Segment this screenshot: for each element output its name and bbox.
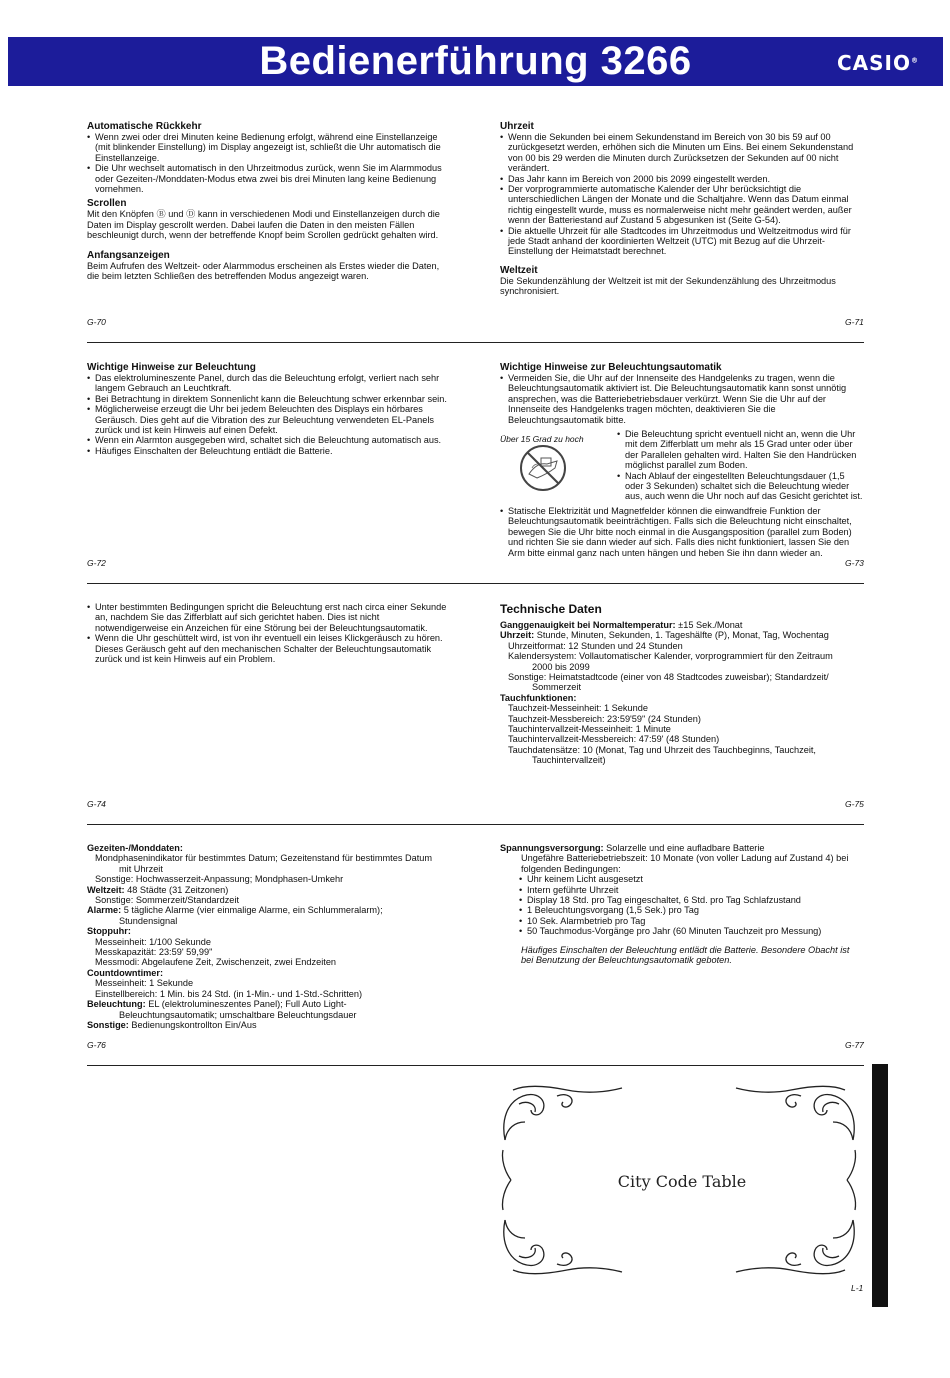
list-item: • 50 Tauchmodus-Vorgänge pro Jahr (60 Minuten Tauchzeit pro Messung) — [519, 926, 864, 936]
spec-line: Einstellbereich: 1 Min. bis 24 Std. (in 1-Min.- und 1-Std.-Schritten) — [95, 988, 363, 999]
spec-line: Sonstige: Hochwasserzeit-Anpassung; Mondphasen-Umkehr — [95, 874, 344, 885]
list-item: • Nach Ablauf der eingestellten Beleuchtungsdauer (1,5 oder 3 Sekunden) schaltet sich die Beleuchtung wieder aus, auch wenn die Uhr noch auf das Gesicht gerichtet ist. — [617, 471, 865, 502]
divider — [87, 583, 864, 584]
list-item: • Die Uhr wechselt automatisch in den Uhrzeitmodus zurück, wenn Sie im Alarmmodus oder Gezeiten-/Monddaten-Modus etwa zwei bis drei Minuten lang keine Bedienung vornehmen. — [87, 163, 452, 194]
spec-line: Beleuchtung: EL (elektrolumineszentes Panel); Full Auto Light- — [87, 999, 347, 1010]
page-number: G-72 — [87, 558, 106, 568]
page-g76 — [87, 843, 457, 1030]
list-item: • Unter bestimmten Bedingungen spricht die Beleuchtung erst nach circa einer Sekunde an, nachdem Sie das Zifferblatt auf sich gerichtet haben. Dies ist nicht notwendigerweise ein Anzeichen für eine Störung bei der Beleuchtungsautomatik. — [87, 602, 452, 633]
page-number: G-74 — [87, 799, 106, 809]
list-item: • Das elektrolumineszente Panel, durch das die Beleuchtung erfolgt, verliert nach sehr langem Gebrauch an Leuchtkraft. — [87, 373, 452, 394]
spec-line: Tauchintervallzeit-Messeinheit: 1 Minute — [508, 724, 671, 735]
list-item: • Display 18 Std. pro Tag eingeschaltet, 6 Std. pro Tag Schlafzustand — [519, 895, 864, 905]
brand-logo: CASIO® — [836, 51, 919, 75]
ornament-bottom-left — [502, 1180, 622, 1274]
page-g73 — [500, 362, 864, 425]
city-code-table-title: City Code Table — [617, 1172, 747, 1191]
spec-line: folgenden Bedingungen: — [521, 863, 621, 874]
spec-line: Tauchdatensätze: 10 (Monat, Tag und Uhrzeit des Tauchbeginns, Tauchzeit, — [508, 744, 816, 755]
page-g72 — [87, 362, 452, 456]
spec-line: Sonstige: Sommerzeit/Standardzeit — [95, 895, 240, 906]
page-g74 — [87, 602, 452, 664]
page-title: Bedienerführung 3266 — [259, 39, 692, 83]
spec-line: Mondphasenindikator für bestimmtes Datum; Gezeitenstand für bestimmtes Datum — [95, 853, 433, 864]
spec-line: Tauchintervallzeit) — [532, 755, 606, 766]
section-title: Automatische Rückkehr — [87, 121, 202, 132]
spec-line: Ganggenauigkeit bei Normaltemperatur: ±15 Sek./Monat — [500, 620, 743, 630]
page-g73-side — [617, 429, 865, 502]
spec-line: Messeinheit: 1/100 Sekunde — [95, 936, 211, 947]
spec-line: Tauchfunktionen: — [500, 692, 577, 703]
section-title: Wichtige Hinweise zur Beleuchtungsautomatik — [500, 362, 722, 373]
spec-line: Uhrzeitformat: 12 Stunden und 24 Stunden — [508, 640, 683, 651]
section-title: Uhrzeit — [500, 121, 534, 132]
paragraph: Mit den Knöpfen Ⓑ und Ⓓ kann in verschiedenen Modi und Einstellanzeigen durch die Daten im Display gescrollt werden. Dabei laufen die Daten in den meisten Fällen beschleunigt durch, wenn der betreffende Knopf beim Scrollen gedrückt gehalten wird. — [87, 209, 440, 241]
ornament-bottom-right — [736, 1180, 856, 1274]
page-number: G-76 — [87, 1040, 106, 1050]
list-item: • Die aktuelle Uhrzeit für alle Stadtcodes im Uhrzeitmodus und Weltzeitmodus wird für jede Stadt anhand der koordinierten Weltzeit (UTC) mit Bezug auf die Uhrzeit-Einstellung der Heimatstadt berechnet. — [500, 226, 864, 257]
ornament-top-right — [736, 1086, 856, 1180]
spec-line: Uhrzeit: Stunde, Minuten, Sekunden, 1. Tageshälfte (P), Monat, Tag, Wochentag — [500, 630, 829, 641]
page-number: G-71 — [845, 317, 864, 327]
list-item: • Intern geführte Uhrzeit — [519, 885, 864, 895]
spec-line: Messeinheit: 1 Sekunde — [95, 978, 194, 989]
spec-line: Sonstige: Bedienungskontrollton Ein/Aus — [87, 1019, 257, 1030]
list-item: • 10 Sek. Alarmbetrieb pro Tag — [519, 916, 864, 926]
section-title: Technische Daten — [500, 602, 602, 616]
figure-caption: Über 15 Grad zu hoch — [500, 434, 584, 444]
spec-line: 2000 bis 2099 — [532, 661, 590, 672]
list-item: • Der vorprogrammierte automatische Kalender der Uhr berücksichtigt die unterschiedlichen Längen der Monate und die Schaltjahre. Wenn das Datum einmal richtig eingestellt wurde, muss es normalerweise nicht mehr geändert werden, außer wenn der Batteriestand auf Zustand 5 abgesunken ist (Seite G-54). — [500, 184, 864, 226]
no-wrist-tilt-icon — [517, 444, 569, 497]
spec-line: Kalendersystem: Vollautomatischer Kalender, vorprogrammiert für den Zeitraum — [508, 651, 833, 662]
spec-line: Spannungsversorgung: Solarzelle und eine aufladbare Batterie — [500, 843, 765, 853]
page-g75 — [500, 602, 864, 766]
list-item: • Wenn ein Alarmton ausgegeben wird, schaltet sich die Beleuchtung automatisch aus. — [87, 435, 452, 445]
spec-line: Messkapazität: 23:59' 59,99" — [95, 947, 213, 958]
spec-line: Tauchintervallzeit-Messbereich: 47:59' (48 Stunden) — [508, 734, 720, 745]
list-item: • 1 Beleuchtungsvorgang (1,5 Sek.) pro Tag — [519, 905, 864, 915]
header-banner — [8, 37, 943, 86]
spec-line: Ungefähre Batteriebetriebszeit: 10 Monate (von voller Ladung auf Zustand 4) bei — [521, 853, 849, 864]
spec-line: Countdowntimer: — [87, 967, 164, 978]
spec-line: Stundensignal — [119, 915, 178, 926]
list-item: • Wenn die Sekunden bei einem Sekundenstand im Bereich von 30 bis 59 auf 00 zurückgesetzt werden, erhöhen sich die Minuten um Eins. Bei einem Sekundenstand von 00 bis 29 werden die Minuten durch Zurücksetzen der Sekunden auf 00 nicht verändert. — [500, 132, 864, 174]
divider — [87, 342, 864, 343]
spec-line: Messmodi: Abgelaufene Zeit, Zwischenzeit, zwei Endzeiten — [95, 957, 337, 968]
spec-line: mit Uhrzeit — [119, 863, 163, 874]
spec-line: Sonstige: Heimatstadtcode (einer von 48 Stadtcodes zuweisbar); Standardzeit/ — [508, 672, 829, 683]
ornament-top-left — [502, 1086, 622, 1180]
spec-line: Beleuchtungsautomatik; umschaltbare Beleuchtungsdauer — [119, 1009, 357, 1020]
page-number: L-1 — [851, 1283, 864, 1293]
spec-line: Weltzeit: 48 Städte (31 Zeitzonen) — [87, 884, 229, 895]
divider — [87, 1065, 864, 1066]
spec-line: Gezeiten-/Monddaten: — [87, 843, 183, 853]
list-item: • Statische Elektrizität und Magnetfelder können die einwandfreie Funktion der Beleuchtungsautomatik beeinträchtigen. Falls sich die Beleuchtung nicht einschaltet, bewegen Sie die Uhr bitte noch einmal in die Ausgangsposition (parallel zum Boden) und richten Sie sie dann wieder auf sich. Falls dies nicht funktioniert, lassen Sie den Arm bitte einmal ganz nach unten hängen und heben Sie ihn dann wieder an. — [500, 506, 864, 558]
note-line: Häufiges Einschalten der Beleuchtung entlädt die Batterie. Besondere Obacht ist — [521, 944, 850, 955]
section-title: Anfangsanzeigen — [87, 249, 170, 261]
list-item: • Wenn zwei oder drei Minuten keine Bedienung erfolgt, während eine Einstellanzeige (mit blinkender Einstellung) im Display angezeigt ist, schließt die Uhr automatisch die Einstellanzeige. — [87, 132, 452, 163]
page-number: G-77 — [845, 1040, 864, 1050]
page-number: G-70 — [87, 317, 106, 327]
list-item: • Wenn die Uhr geschüttelt wird, ist von ihr eventuell ein leises Klickgeräusch zu hören. Dieses Geräusch geht auf den mechanischen Schalter der Beleuchtungsautomatik zurück und ist kein Hinweis auf ein Problem. — [87, 633, 452, 664]
list-item: • Vermeiden Sie, die Uhr auf der Innenseite des Handgelenks zu tragen, wenn die Beleuchtungsautomatik aktiviert ist. Die Beleuchtungsautomatik kann sonst unnötig ansprechen, was die Batteriebetriebsdauer verkürzt. Wenn Sie die Uhr auf der Innenseite des Handgelenks tragen möchten, deaktivieren Sie die Beleuchtungsautomatik bitte. — [500, 373, 864, 425]
page-g77 — [500, 843, 864, 965]
list-item: • Bei Betrachtung in direktem Sonnenlicht kann die Beleuchtung schwer erkennbar sein. — [87, 394, 452, 404]
section-title: Weltzeit — [500, 264, 538, 276]
paragraph: Die Sekundenzählung der Weltzeit ist mit der Sekundenzählung des Uhrzeitmodus synchronisiert. — [500, 275, 836, 297]
section-title: Wichtige Hinweise zur Beleuchtung — [87, 362, 256, 373]
list-item: • Die Beleuchtung spricht eventuell nicht an, wenn die Uhr mit dem Zifferblatt um mehr als 15 Grad unter oder über der Parallelen gehalten wird. Halten Sie den Handrücken möglichst parallel zum Boden. — [617, 429, 865, 471]
page-g70 — [87, 121, 452, 281]
note-line: bei Benutzung der Beleuchtungsautomatik geboten. — [521, 955, 732, 966]
paragraph: Beim Aufrufen des Weltzeit- oder Alarmmodus erscheinen als Erstes wieder die Daten, die beim letzten Schließen des betreffenden Modus angezeigt waren. — [87, 260, 440, 282]
divider — [87, 824, 864, 825]
spec-line: Tauchzeit-Messbereich: 23:59'59" (24 Stunden) — [508, 713, 701, 724]
page-g71 — [500, 121, 864, 297]
section-tab-marker — [872, 1064, 888, 1307]
page-g73-bottom — [500, 506, 864, 558]
list-item: • Möglicherweise erzeugt die Uhr bei jedem Beleuchten des Displays ein hörbares Geräusch. Dies geht auf die Vibration des zur Beleuchtung verwendeten EL-Panels zurück und ist kein Hinweis auf einen Defekt. — [87, 404, 452, 435]
spec-line: Sommerzeit — [532, 682, 582, 693]
spec-line: Tauchzeit-Messeinheit: 1 Sekunde — [508, 703, 648, 714]
page-number: G-73 — [845, 558, 864, 568]
section-title: Scrollen — [87, 198, 127, 210]
page-number: G-75 — [845, 799, 864, 809]
list-item: • Häufiges Einschalten der Beleuchtung entlädt die Batterie. — [87, 446, 452, 456]
spec-line: Alarme: 5 tägliche Alarme (vier einmalige Alarme, ein Schlummeralarm); — [87, 905, 383, 916]
list-item: • Das Jahr kann im Bereich von 2000 bis 2099 eingestellt werden. — [500, 174, 864, 184]
spec-line: Stoppuhr: — [87, 926, 131, 937]
list-item: • Uhr keinem Licht ausgesetzt — [519, 874, 864, 884]
